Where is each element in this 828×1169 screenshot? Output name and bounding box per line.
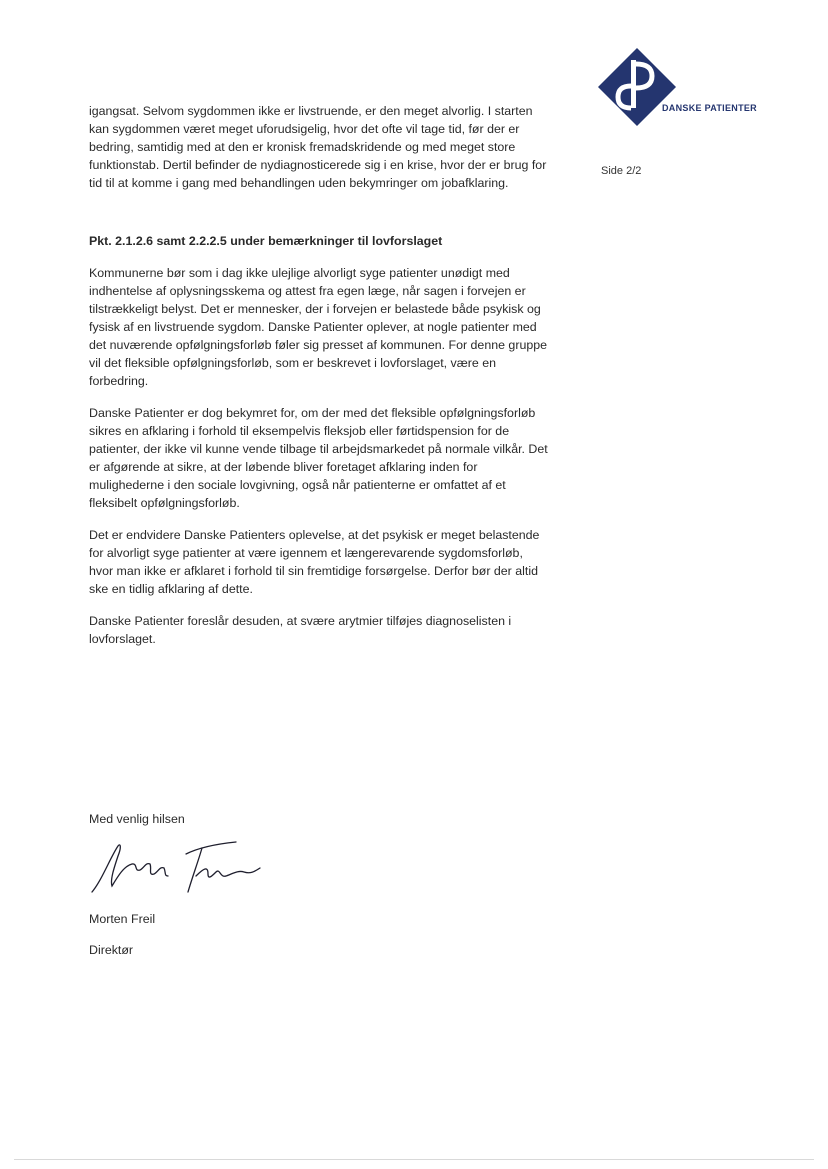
section-heading: Pkt. 2.1.2.6 samt 2.2.2.5 under bemærkninger til lovforslaget bbox=[89, 234, 443, 248]
body-paragraph: Det er endvidere Danske Patienters oplevelse, at det psykisk er meget belastende for alvorligt syge patienter at være igennem et længerevarende sygdomsforløb, hvor man ikke er afklaret i forhold til sin fremtidige forsørgelse. Derfor bør der altid ske en tidlig afklaring af dette. bbox=[89, 528, 540, 596]
danske-patienter-logo bbox=[598, 46, 768, 130]
letter-body bbox=[89, 102, 549, 662]
handwritten-signature bbox=[88, 836, 268, 898]
intro-paragraph: igangsat. Selvom sygdommen ikke er livstruende, er den meget alvorlig. I starten kan sygdommen været meget uforudsigelig, hvor det ofte vil tage tid, før der er bedring, samtidig med at den er kronisk fremadskridende og med meget store funktionstab. Dertil befinder de nydiagnosticerede sig i en krise, hvor der er brug for tid til at komme i gang med behandlingen uden bekymringer om jobafklaring. bbox=[89, 104, 547, 190]
signer-name: Morten Freil bbox=[89, 912, 156, 926]
page-bottom-rule bbox=[14, 1159, 814, 1160]
body-paragraph: Danske Patienter foreslår desuden, at svære arytmier tilføjes diagnoselisten i lovforslaget. bbox=[89, 614, 512, 646]
body-paragraph: Danske Patienter er dog bekymret for, om der med det fleksible opfølgningsforløb sikres en afklaring i forhold til eksempelvis fleksjob eller førtidspension for de patienter, der ikke vil kunne vende tilbage til arbejdsmarkedet på normale vilkår. Det er afgørende at sikre, at der løbende bliver foretaget afklaring inden for mulighederne i den sociale lovgivning, også når patienterne er omfattet af et fleksibelt opfølgningsforløb. bbox=[89, 406, 548, 510]
page-number: Side 2/2 bbox=[601, 165, 642, 177]
brand-name: DANSKE PATIENTER bbox=[662, 103, 757, 113]
dp-diamond-logo-icon bbox=[598, 46, 678, 130]
signer-title: Direktør bbox=[89, 943, 134, 957]
body-paragraph: Kommunerne bør som i dag ikke ulejlige alvorligt syge patienter unødigt med indhentelse af oplysningsskema og attest fra egen læge, når sagen i forvejen er tilstrækkeligt belyst. Det er mennesker, der i forvejen er belastede både psykisk og fysisk af en livstruende sygdom. Danske Patienter oplever, at nogle patienter med det nuværende opfølgningsforløb føler sig presset af kommunen. For denne gruppe vil det fleksible opfølgningsforløb, som er beskrevet i lovforslaget, være en forbedring. bbox=[89, 266, 548, 388]
closing-salutation: Med venlig hilsen bbox=[89, 812, 185, 826]
